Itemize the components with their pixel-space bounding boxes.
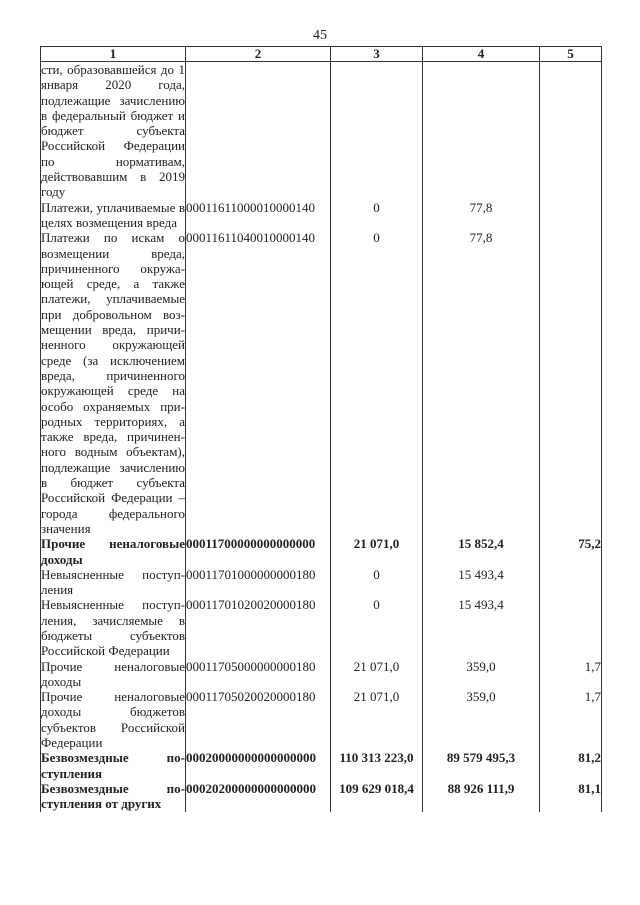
row-name: Платежи по искам о возмещении вреда, причиненного окружающей среде, а также платежи, уплачиваемые при добровольном возмещении вреда, причиненного окружающей среде (за исключением вреда, причиненного окружающей среде на особо охраняемых природных территориях, а также вреда, причиненного водным объектам), подлежащие зачислению в бюджет субъекта Российской Федерации – города федерального значения (41, 230, 185, 536)
row-code: 00011701020020000180 (186, 597, 331, 658)
page-number: 45 (313, 28, 327, 43)
column-header-3: 3 (331, 47, 423, 62)
table-row (41, 230, 602, 536)
revenue-table (40, 46, 602, 812)
row-fact: 15 852,4 (423, 536, 540, 567)
column-header-2: 2 (186, 47, 331, 62)
row-fact: 359,0 (423, 689, 540, 750)
row-code: 00011705020020000180 (186, 689, 331, 750)
row-fact (423, 62, 540, 200)
row-code: 00011611000010000140 (186, 200, 331, 231)
table-row (41, 781, 602, 812)
row-code: 00011705000000000180 (186, 659, 331, 690)
row-plan: 0 (331, 200, 423, 231)
row-code: 00020200000000000000 (186, 781, 331, 812)
table-row (41, 567, 602, 598)
table-row (41, 62, 602, 200)
row-percent (540, 597, 602, 658)
row-plan: 21 071,0 (331, 689, 423, 750)
row-fact: 15 493,4 (423, 567, 540, 598)
row-code (186, 62, 331, 200)
row-plan: 110 313 223,0 (331, 750, 423, 781)
row-fact: 77,8 (423, 230, 540, 536)
table-row (41, 536, 602, 567)
table-row (41, 689, 602, 750)
row-percent: 1,7 (540, 689, 602, 750)
row-plan: 21 071,0 (331, 659, 423, 690)
row-fact: 359,0 (423, 659, 540, 690)
row-plan: 21 071,0 (331, 536, 423, 567)
row-plan: 109 629 018,4 (331, 781, 423, 812)
table-row (41, 659, 602, 690)
row-name: Платежи, уплачиваемые в целях возмещения вреда (41, 199, 185, 230)
row-percent (540, 567, 602, 598)
row-name: Прочие неналоговые доходы (41, 536, 185, 567)
row-plan: 0 (331, 567, 423, 598)
row-fact: 77,8 (423, 200, 540, 231)
row-percent: 81,2 (540, 750, 602, 781)
row-percent: 75,2 (540, 536, 602, 567)
row-plan: 0 (331, 597, 423, 658)
row-name: Невыясненные поступления (41, 566, 185, 598)
row-fact: 89 579 495,3 (423, 750, 540, 781)
row-code: 00011700000000000000 (186, 536, 331, 567)
column-header-5: 5 (540, 47, 602, 62)
row-code: 00011701000000000180 (186, 567, 331, 598)
row-percent (540, 200, 602, 231)
row-fact: 88 926 111,9 (423, 781, 540, 812)
row-code: 00011611040010000140 (186, 230, 331, 536)
table-header-row (41, 47, 602, 62)
row-name: Безвозмездные поступления от других (41, 780, 185, 812)
row-name: сти, образовавшейся до 1 января 2020 года, подлежащие зачислению в федеральный бюджет и бюджет субъекта Российской Федерации по нормативам, действовавшим в 2019 году (41, 62, 185, 200)
table-row (41, 200, 602, 231)
row-plan (331, 62, 423, 200)
table-row (41, 597, 602, 658)
table-row (41, 750, 602, 781)
row-percent (540, 62, 602, 200)
row-name: Невыясненные поступления, зачисляемые в бюджеты субъектов Российской Федерации (41, 597, 185, 659)
row-percent: 1,7 (540, 659, 602, 690)
row-name: Прочие неналоговые доходы (41, 658, 185, 689)
column-header-4: 4 (423, 47, 540, 62)
row-code: 00020000000000000000 (186, 750, 331, 781)
row-percent: 81,1 (540, 781, 602, 812)
row-name: Безвозмездные поступления (41, 750, 185, 781)
row-fact: 15 493,4 (423, 597, 540, 658)
row-name: Прочие неналоговые доходы бюджетов субъектов Российской Федерации (41, 689, 185, 751)
row-plan: 0 (331, 230, 423, 536)
row-percent (540, 230, 602, 536)
column-header-1: 1 (41, 47, 186, 62)
